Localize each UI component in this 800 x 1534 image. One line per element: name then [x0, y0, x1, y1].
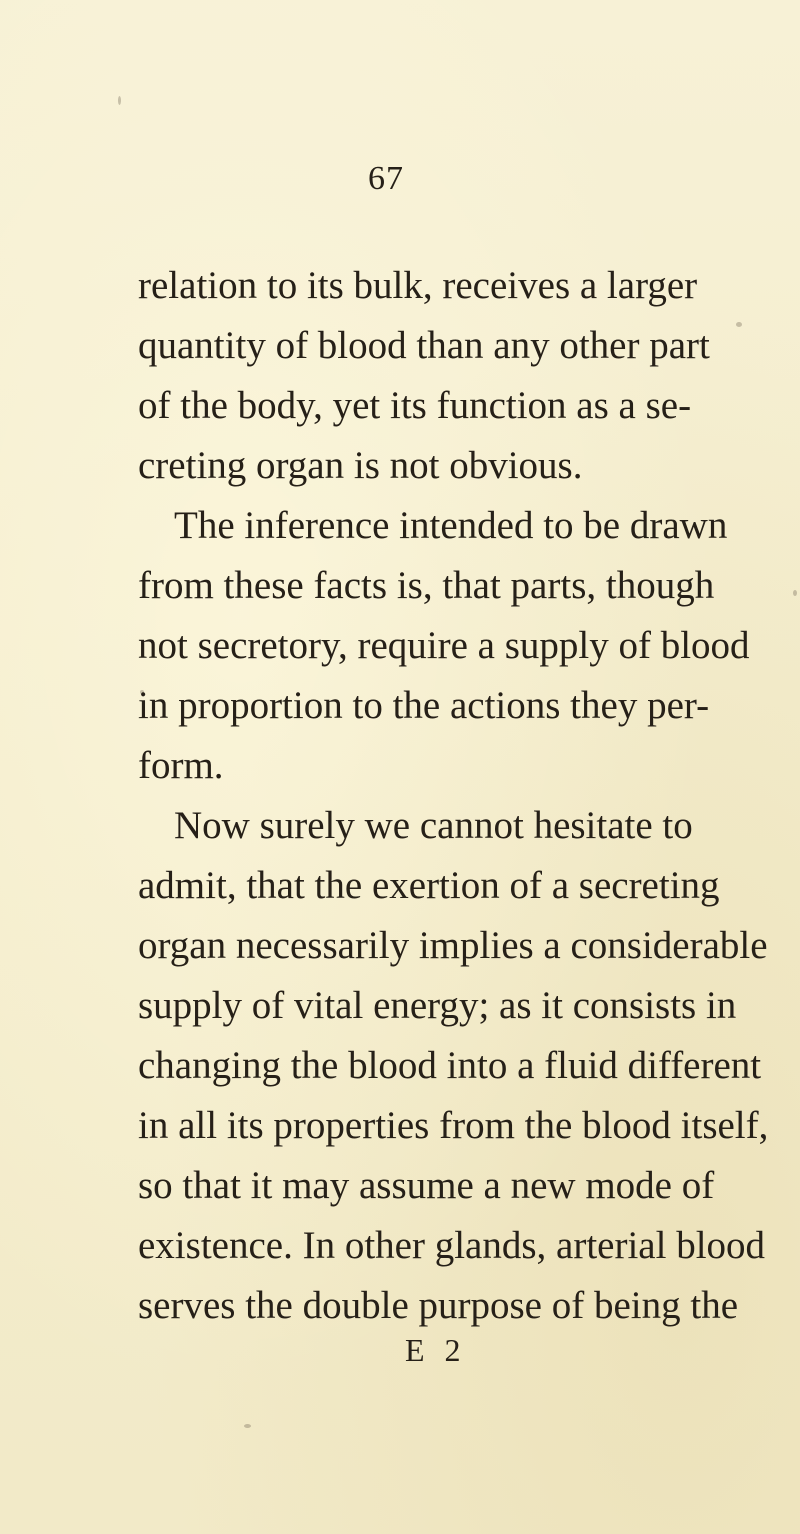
text-line: admit, that the exertion of a secreting [138, 864, 720, 907]
text-line: supply of vital energy; as it consists in [138, 984, 737, 1027]
text-line: not secretory, require a supply of blood [138, 624, 750, 667]
paper-speck [736, 322, 742, 327]
text-line: in proportion to the actions they per- [138, 684, 710, 727]
paper-speck [793, 590, 797, 596]
signature-mark: E 2 [405, 1332, 467, 1368]
page-number: 67 [368, 160, 404, 197]
text-line: quantity of blood than any other part [138, 324, 710, 367]
text-line: Now surely we cannot hesitate to [174, 804, 693, 847]
paper-speck [118, 96, 121, 105]
text-line: existence. In other glands, arterial blood [138, 1224, 766, 1267]
text-line: of the body, yet its function as a se- [138, 384, 692, 427]
text-line: creting organ is not obvious. [138, 444, 583, 487]
text-line: relation to its bulk, receives a larger [138, 264, 698, 307]
text-line: The inference intended to be drawn [174, 504, 728, 547]
text-line: form. [138, 744, 224, 787]
text-line: in all its properties from the blood itself, [138, 1104, 769, 1147]
text-line: changing the blood into a fluid different [138, 1044, 762, 1087]
text-line: so that it may assume a new mode of [138, 1164, 715, 1207]
text-line: organ necessarily implies a considerable [138, 924, 768, 967]
text-line: from these facts is, that parts, though [138, 564, 715, 607]
paper-speck [244, 1424, 251, 1428]
text-line: serves the double purpose of being the [138, 1284, 739, 1327]
